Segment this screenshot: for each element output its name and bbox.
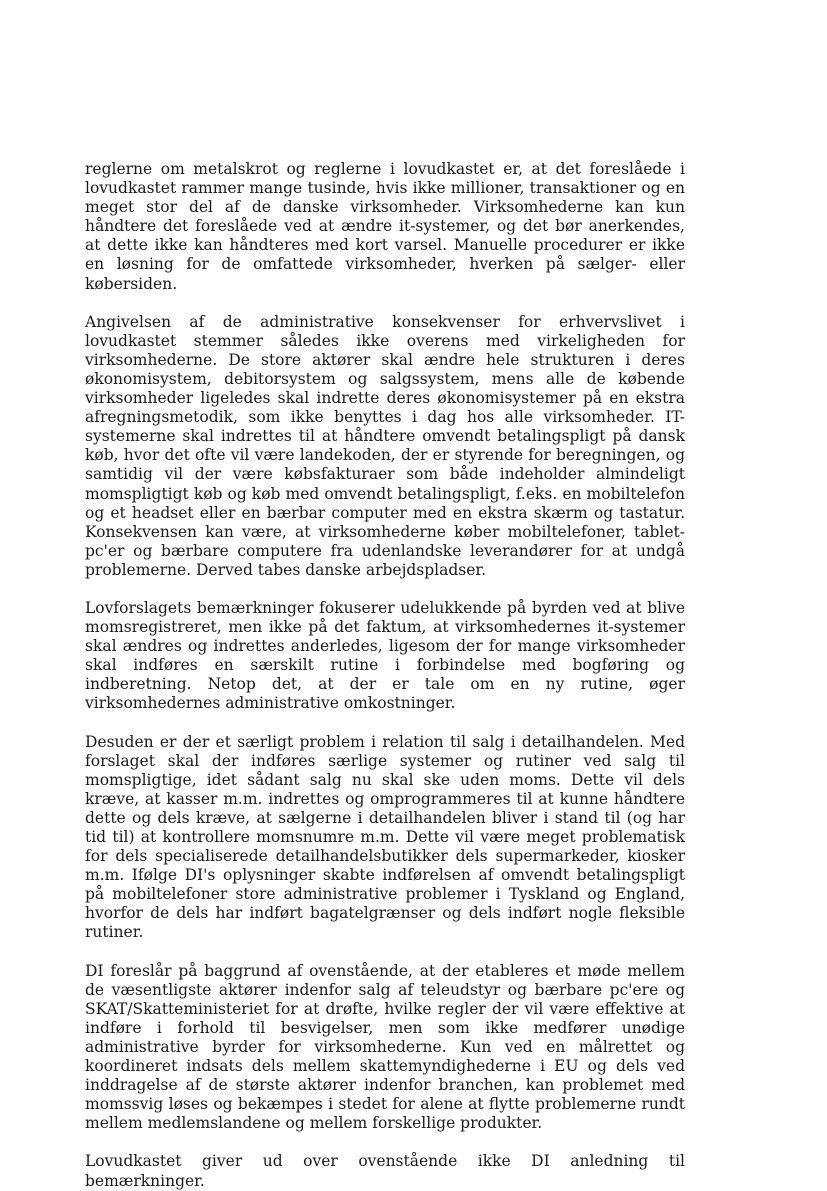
document-page (85, 160, 685, 1191)
paragraph-konklusion: Lovudkastet giver ud over ovenstående ikke DI anledning til bemærkninger. (85, 1152, 685, 1190)
paragraph-lovforslagets-bemaerkninger: Lovforslagets bemærkninger fokuserer udelukkende på byrden ved at blive momsregistreret, men ikke på det faktum, at virksomhedernes it-systemer skal ændres og indrettes anderledes, ligesom der for mange virksomheder skal indføres en særskilt rutine i forbindelse med bogføring og indberetning. Netop det, at der er tale om en ny rutine, øger virksomhedernes administrative omkostninger. (85, 598, 685, 713)
paragraph-administrative-konsekvenser: Angivelsen af de administrative konsekvenser for erhvervslivet i lovudkastet stemmer således ikke overens med virkeligheden for virksomhederne. De store aktører skal ændre hele strukturen i deres økonomisystem, debitorsystem og salgssystem, mens alle de købende virksomheder ligeledes skal indrette deres økonomisystemer på en ekstra afregningsmetodik, som ikke benyttes i dag hos alle virksomheder. IT-systemerne skal indrettes til at håndtere omvendt betalingspligt på dansk køb, hvor det ofte vil være landekoden, der er styrende for beregningen, og samtidig vil der være købsfakturaer som både indeholder almindeligt momspligtigt køb og køb med omvendt betalingspligt, f.eks. en mobiltelefon og et headset eller en bærbar computer med en ekstra skærm og tastatur. Konsekvensen kan være, at virksomhederne køber mobiltelefoner, tablet-pc'er og bærbare computere fra udenlandske leverandører for at undgå problemerne. Derved tabes danske arbejdspladser. (85, 312, 685, 579)
paragraph-detailhandel: Desuden er der et særligt problem i relation til salg i detailhandelen. Med forslaget skal der indføres særlige systemer og rutiner ved salg til momspligtige, idet sådant salg nu skal ske uden moms. Dette vil dels kræve, at kasser m.m. indrettes og omprogrammeres til at kunne håndtere dette og dels kræve, at sælgerne i detailhandelen bliver i stand til (og har tid til) at kontrollere momsnumre m.m. Dette vil være meget problematisk for dels specialiserede detailhandelsbutikker dels supermarkeder, kiosker m.m. Ifølge DI's oplysninger skabte indførelsen af omvendt betalingspligt på mobiltelefoner store administrative problemer i Tyskland og England, hvorfor de dels har indført bagatelgrænser og dels indført nogle fleksible rutiner. (85, 732, 685, 942)
paragraph-metalskrot: reglerne om metalskrot og reglerne i lovudkastet er, at det foreslåede i lovudkastet rammer mange tusinde, hvis ikke millioner, transaktioner og en meget stor del af de danske virksomheder. Virksomhederne kan kun håndtere det foreslåede ved at ændre it-systemer, og det bør anerkendes, at dette ikke kan håndteres med kort varsel. Manuelle procedurer er ikke en løsning for de omfattede virksomheder, hverken på sælger- eller købersiden. (85, 160, 685, 293)
paragraph-di-forslag: DI foreslår på baggrund af ovenstående, at der etableres et møde mellem de væsentligste aktører indenfor salg af teleudstyr og bærbare pc'ere og SKAT/Skatteministeriet for at drøfte, hvilke regler der vil være effektive at indføre i forhold til besvigelser, men som ikke medfører unødige administrative byrder for virksomhederne. Kun ved en målrettet og koordineret indsats dels mellem skattemyndighederne i EU og dels ved inddragelse af de største aktører indenfor branchen, kan problemet med momssvig løses og bekæmpes i stedet for alene at flytte problemerne rundt mellem medlemslandene og mellem forskellige produkter. (85, 961, 685, 1133)
